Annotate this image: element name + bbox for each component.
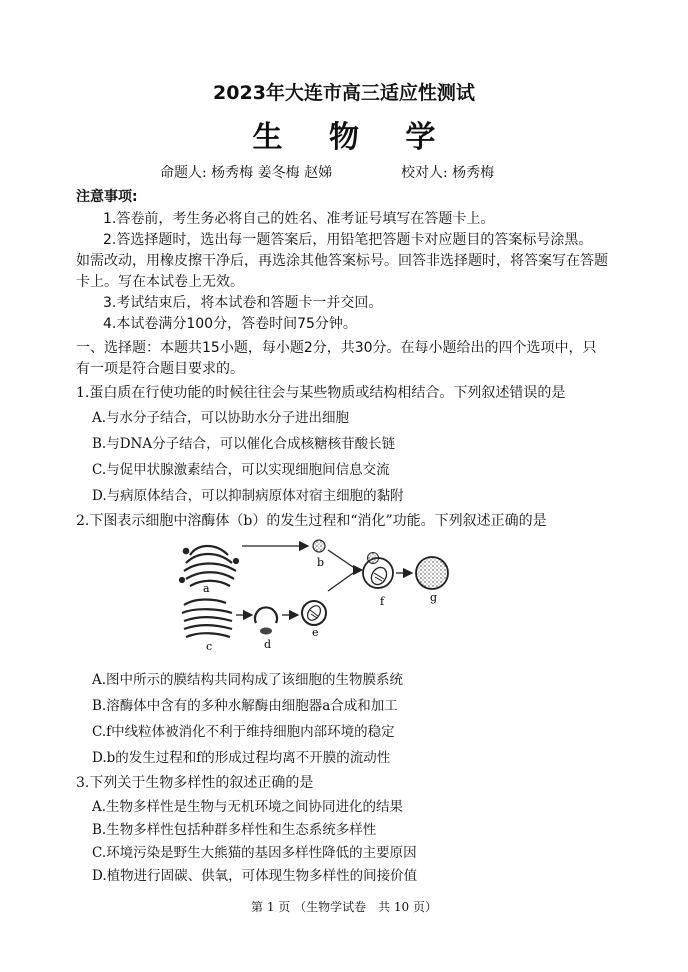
option-b: B.生物多样性包括种群多样性和生态系统多样性 <box>92 822 377 838</box>
lysosome-b <box>313 540 325 552</box>
option-c: C.f中线粒体被消化不利于维持细胞内部环境的稳定 <box>92 724 395 740</box>
notice-line: 如需改动，用橡皮擦干净后，再选涂其他答案标号。回答非选择题时，将答案写在答题 <box>76 253 608 269</box>
page-footer: 第 1 页 （生物学试卷 共 10 页） <box>251 900 437 914</box>
label-b: b <box>317 556 325 569</box>
option-c: C.与促甲状腺激素结合，可以实现细胞间信息交流 <box>92 462 390 478</box>
notice-line: 1.答卷前，考生务必将自己的姓名、准考证号填写在答题卡上。 <box>103 211 495 227</box>
section-instructions: 一、选择题：本题共15小题，每小题2分，共30分。在每小题给出的四个选项中，只 <box>76 340 597 356</box>
question-stem: 2.下图表示细胞中溶酶体（b）的发生过程和“消化”功能。下列叙述正确的是 <box>76 513 547 529</box>
notice-heading: 注意事项: <box>76 189 138 205</box>
option-d: D.b的发生过程和f的形成过程均离不开膜的流动性 <box>92 750 391 766</box>
arrow <box>328 571 356 591</box>
label-g: g <box>430 591 438 604</box>
label-f: f <box>380 595 385 608</box>
endoplasmic-reticulum-c <box>182 600 232 638</box>
option-c: C.环境污染是野生大熊猫的基因多样性降低的主要原因 <box>92 845 417 861</box>
phagophore-d <box>255 607 277 634</box>
notice-line: 4.本试卷满分100分，答卷时间75分钟。 <box>103 316 357 332</box>
autophagosome-e <box>302 601 326 625</box>
notice-line: 卡上。写在本试卷上无效。 <box>76 274 244 290</box>
label-c: c <box>206 640 213 653</box>
section-instructions: 有一项是符合题目要求的。 <box>76 361 244 377</box>
subject-title: 生 物 学 <box>252 120 454 155</box>
residual-body-g <box>416 557 448 589</box>
option-a: A.生物多样性是生物与无机环境之间协同进化的结果 <box>92 799 404 815</box>
label-a: a <box>203 582 210 595</box>
notice-line: 3.考试结束后，将本试卷和答题卡一并交回。 <box>103 295 383 311</box>
option-a: A.与水分子结合，可以协助水分子进出细胞 <box>92 410 350 426</box>
option-b: B.溶酶体中含有的多种水解酶由细胞器a合成和加工 <box>92 698 398 714</box>
option-d: D.植物进行固碳、供氧，可体现生物多样性的间接价值 <box>92 868 418 884</box>
question-stem: 1.蛋白质在行使功能的时候往往会与某些物质或结构相结合。下列叙述错误的是 <box>76 385 566 401</box>
autophagolysosome-f <box>363 553 393 589</box>
option-a: A.图中所示的膜结构共同构成了该细胞的生物膜系统 <box>92 672 404 688</box>
label-d: d <box>264 638 272 651</box>
exam-title: 2023年大连市高三适应性测试 <box>213 82 475 104</box>
lysosome-diagram <box>176 533 466 658</box>
option-b: B.与DNA分子结合，可以催化合成核糖核苷酸长链 <box>92 436 396 452</box>
arrow <box>328 550 356 569</box>
golgi-apparatus-a <box>180 546 238 586</box>
question-stem: 3.下列关于生物多样性的叙述正确的是 <box>76 775 314 791</box>
reviewer: 校对人: 杨秀梅 <box>400 165 495 181</box>
notice-line: 2.答选择题时，选出每一题答案后，用铅笔把答题卡对应题目的答案标号涂黑。 <box>103 232 593 248</box>
option-d: D.与病原体结合，可以抑制病原体对宿主细胞的黏附 <box>92 488 404 504</box>
authors-line <box>160 162 494 182</box>
authors: 命题人: 杨秀梅 姜冬梅 赵娣 <box>160 165 333 181</box>
label-e: e <box>312 626 319 639</box>
